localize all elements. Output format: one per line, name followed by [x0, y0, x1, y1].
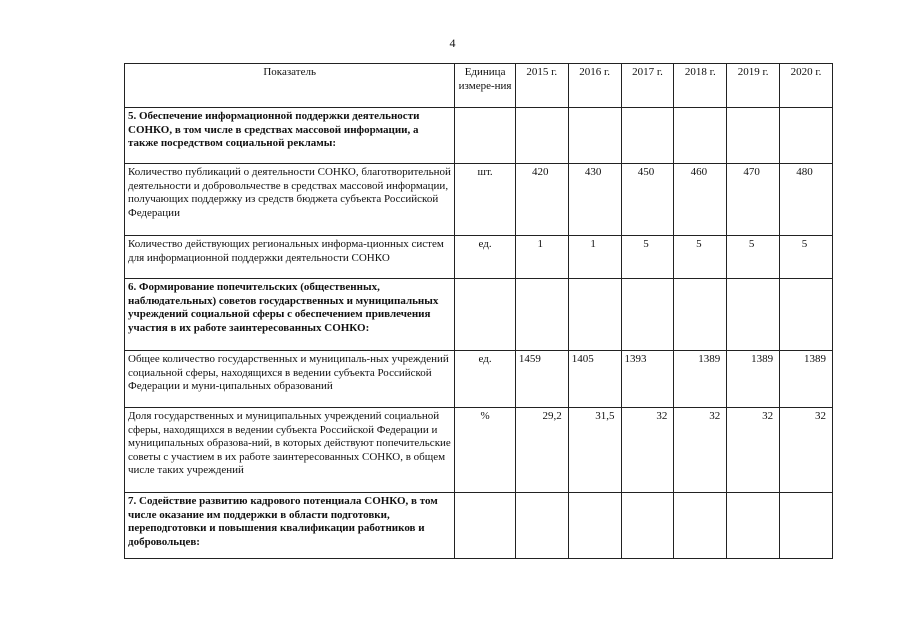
header-year: 2018 г. [674, 64, 727, 108]
value-cell: 5 [674, 236, 727, 279]
table-row [125, 408, 833, 493]
header-unit: Единица измере-ния [455, 64, 516, 108]
header-year: 2016 г. [568, 64, 621, 108]
unit-cell: ед. [455, 351, 516, 408]
value-cell: 1393 [621, 351, 674, 408]
unit-cell: ед. [455, 236, 516, 279]
value-cell: 31,5 [568, 408, 621, 493]
value-cell: 29,2 [515, 408, 568, 493]
section-title: 7. Содействие развитию кадрового потенциала СОНКО, в том числе оказание им поддержки в области подготовки, переподготовки и повышения квалификации работников и добровольцев: [125, 493, 455, 559]
value-cell: 1 [515, 236, 568, 279]
value-cell: 460 [674, 164, 727, 236]
unit-cell: шт. [455, 164, 516, 236]
value-cell: 32 [621, 408, 674, 493]
section-title: 6. Формирование попечительских (общественных, наблюдательных) советов государственных и муниципальных учреждений социальной сферы с обеспечением привлечения участия в их работе заинтересованных СОНКО: [125, 279, 455, 351]
value-cell: 480 [780, 164, 833, 236]
value-cell: 5 [780, 236, 833, 279]
table-row-section [125, 108, 833, 164]
value-cell: 32 [780, 408, 833, 493]
value-cell: 5 [727, 236, 780, 279]
value-cell: 1389 [727, 351, 780, 408]
value-cell: 1389 [674, 351, 727, 408]
value-cell: 470 [727, 164, 780, 236]
page-number: 4 [449, 36, 456, 50]
indicator-cell: Доля государственных и муниципальных учреждений социальной сферы, находящихся в ведении субъекта Российской Федерации и муниципальных образова-ний, в которых действуют попечительские советы с участием в их работе заинтересованных СОНКО, в общем числе таких учреждений [125, 408, 455, 493]
table-row [125, 236, 833, 279]
value-cell: 5 [621, 236, 674, 279]
value-cell: 1405 [568, 351, 621, 408]
indicator-cell: Количество действующих региональных информа-ционных систем для информационной поддержки деятельности СОНКО [125, 236, 455, 279]
value-cell: 1459 [515, 351, 568, 408]
value-cell: 32 [674, 408, 727, 493]
value-cell: 32 [727, 408, 780, 493]
indicator-cell: Количество публикаций о деятельности СОНКО, благотворительной деятельности и добровольчестве в средствах массовой информации, получающих поддержку из средств бюджета субъекта Российской Федерации [125, 164, 455, 236]
indicator-cell: Общее количество государственных и муниципаль-ных учреждений социальной сферы, находящихся в ведении субъекта Российской Федерации и муни-ципальных образований [125, 351, 455, 408]
header-year: 2020 г. [780, 64, 833, 108]
table-row-section [125, 279, 833, 351]
table-header-row [125, 64, 833, 108]
header-year: 2017 г. [621, 64, 674, 108]
unit-cell: % [455, 408, 516, 493]
value-cell: 1389 [780, 351, 833, 408]
table-row [125, 164, 833, 236]
header-indicator: Показатель [125, 64, 455, 108]
value-cell: 420 [515, 164, 568, 236]
section-title: 5. Обеспечение информационной поддержки деятельности СОНКО, в том числе в средствах массовой информации, а также посредством социальной рекламы: [125, 108, 455, 164]
value-cell: 430 [568, 164, 621, 236]
value-cell: 1 [568, 236, 621, 279]
table-row-section [125, 493, 833, 559]
indicators-table [124, 63, 833, 559]
value-cell: 450 [621, 164, 674, 236]
header-year: 2015 г. [515, 64, 568, 108]
table-row [125, 351, 833, 408]
header-year: 2019 г. [727, 64, 780, 108]
